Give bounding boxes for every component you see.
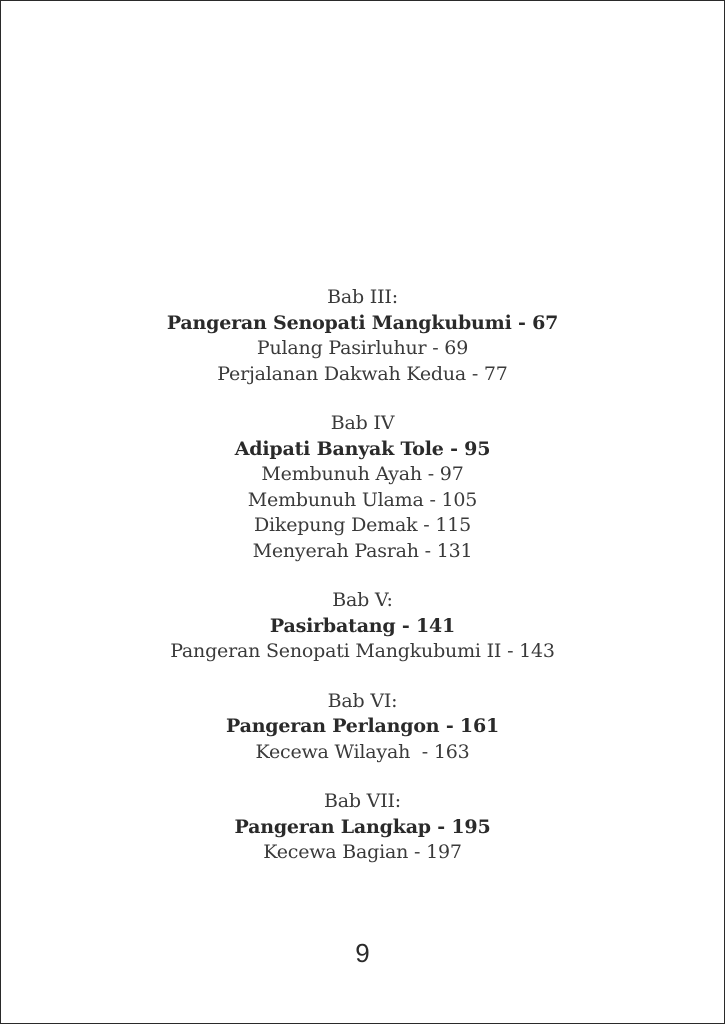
chapter-title: Adipati Banyak Tole - 95 [234,437,491,460]
section-entry: Membunuh Ayah - 97 [261,463,464,485]
chapter-label: Bab VI: [327,689,398,712]
chapter-label: Bab IV [330,412,395,434]
chapter-title: Pangeran Perlangon - 161 [226,715,499,737]
chapter-bab-vi [1,689,724,766]
chapter-title: Pangeran Langkap - 195 [234,815,491,838]
section-entry: Pangeran Senopati Mangkubumi II - 143 [170,640,555,662]
page-number: 9 [355,938,370,968]
chapter-label: Bab III: [327,286,398,308]
chapter-bab-vii [1,789,724,866]
chapter-label: Bab V: [332,589,393,611]
chapter-title: Pangeran Senopati Mangkubumi - 67 [166,311,559,334]
section-entry: Perjalanan Dakwah Kedua - 77 [217,362,508,385]
section-entry: Menyerah Pasrah - 131 [252,539,473,562]
section-entry: Pulang Pasirluhur - 69 [256,337,469,359]
chapter-bab-v [1,588,724,665]
section-entry: Dikepung Demak - 115 [253,514,471,536]
chapter-bab-iv [1,411,724,564]
section-entry: Kecewa Wilayah - 163 [255,740,470,763]
table-of-contents [1,285,724,890]
chapter-label: Bab VII: [323,790,402,812]
chapter-bab-iii [1,285,724,387]
section-entry: Kecewa Bagian - 197 [263,841,462,863]
section-entry: Membunuh Ulama - 105 [247,488,478,511]
chapter-title: Pasirbatang - 141 [269,614,456,637]
